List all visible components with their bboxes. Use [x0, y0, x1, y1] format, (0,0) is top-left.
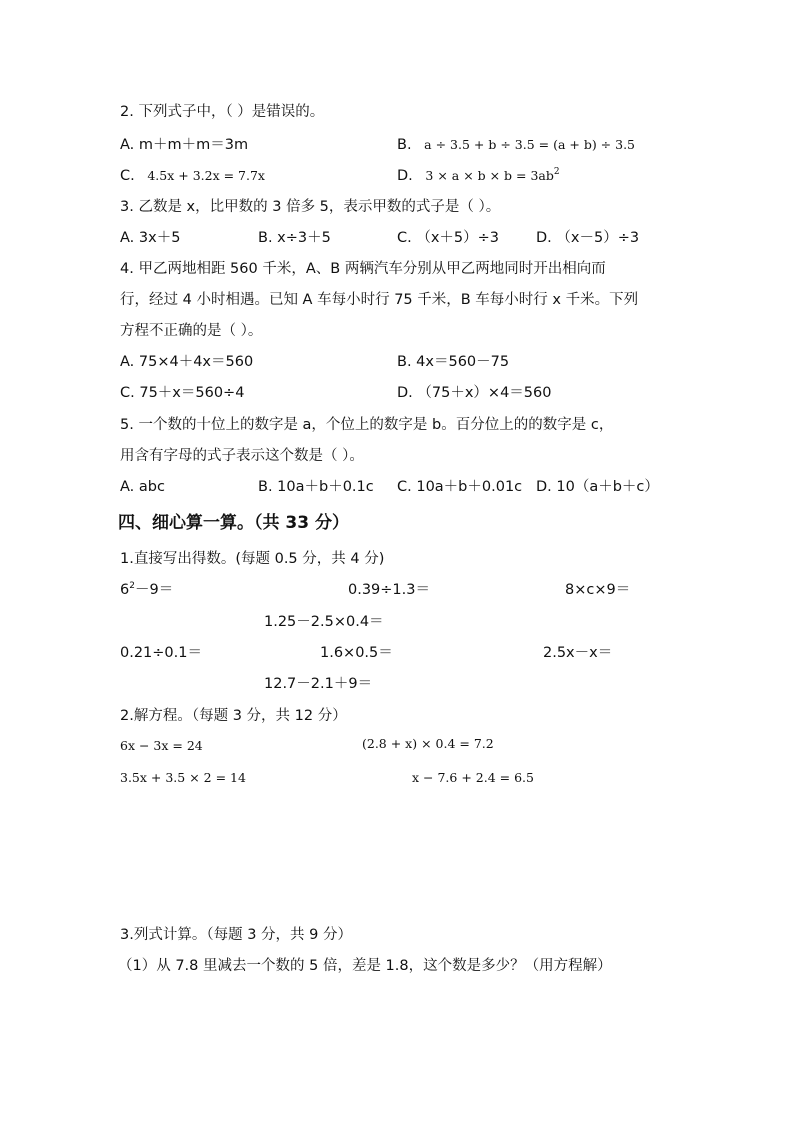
q5-option-a: A. abc: [120, 479, 165, 495]
mental-math-item-1-base: 6: [120, 582, 130, 598]
mental-math-item-3: 8×c×9＝: [565, 582, 631, 598]
mental-math-item-5: 0.21÷0.1＝: [120, 645, 202, 661]
q2-option-a: A. m＋m＋m＝3m: [120, 137, 249, 153]
q4-stem-line-2: 行，经过 4 小时相遇。已知 A 车每小时行 75 千米，B 车每小时行 x 千米。下列: [120, 292, 639, 308]
q5-stem-line-2: 用含有字母的式子表示这个数是（ ）。: [120, 448, 364, 464]
part-1-title: 1.直接写出得数。(每题 0.5 分，共 4 分): [120, 551, 385, 567]
q5-stem-line-1: 5. 一个数的十位上的数字是 a，个位上的数字是 b。百分位上的的数字是 c，: [120, 417, 614, 433]
q2-option-b-expr: a ÷ 3.5 + b ÷ 3.5 = (a + b) ÷ 3.5: [424, 137, 635, 152]
mental-math-item-7: 2.5x－x＝: [543, 645, 613, 661]
section-4-heading: 四、细心算一算。（共 33 分）: [118, 513, 349, 533]
mental-math-item-4: 1.25－2.5×0.4＝: [264, 614, 384, 630]
q5-option-d: D. 10（a＋b＋c）: [536, 479, 659, 495]
q2-option-d-exponent: 2: [553, 167, 560, 177]
q2-option-c-expr: 4.5x + 3.2x = 7.7x: [147, 168, 265, 183]
word-problem-1: （1）从 7.8 里减去一个数的 5 倍，差是 1.8，这个数是多少？（用方程解）: [118, 958, 612, 974]
q2-option-b: [397, 135, 635, 155]
q2-option-b-label: B.: [397, 137, 412, 153]
equation-3: 3.5x + 3.5 × 2 = 14: [120, 770, 246, 785]
mental-math-item-2: 0.39÷1.3＝: [348, 582, 430, 598]
q4-stem-line-3: 方程不正确的是（ ）。: [120, 323, 263, 339]
equation-4: x − 7.6 + 2.4 = 6.5: [412, 770, 534, 785]
mental-math-item-1-rest: －9＝: [134, 582, 174, 598]
q3-stem: 3. 乙数是 x，比甲数的 3 倍多 5，表示甲数的式子是（ ）。: [120, 199, 501, 215]
q4-stem-line-1: 4. 甲乙两地相距 560 千米，A、B 两辆汽车分别从甲乙两地同时开出相向而: [120, 261, 606, 277]
part-3-title: 3.列式计算。（每题 3 分，共 9 分）: [120, 927, 352, 943]
q2-stem: 2. 下列式子中，（ ）是错误的。: [120, 104, 325, 120]
q2-option-d-expr-main: 3 × a × b × b = 3ab: [425, 168, 554, 183]
mental-math-item-8: 12.7－2.1＋9＝: [264, 676, 373, 692]
q3-option-c: C. （x＋5）÷3: [397, 230, 500, 246]
q5-option-b: B. 10a＋b＋0.1c: [258, 479, 374, 495]
mental-math-item-1: [120, 580, 173, 600]
mental-math-item-6: 1.6×0.5＝: [320, 645, 393, 661]
q5-option-c: C. 10a＋b＋0.01c: [397, 479, 523, 495]
q2-option-d: [397, 166, 560, 186]
q4-option-b: B. 4x＝560－75: [397, 354, 510, 370]
q3-option-b: B. x÷3＋5: [258, 230, 331, 246]
part-2-title: 2.解方程。（每题 3 分，共 12 分）: [120, 708, 347, 724]
q2-option-d-expr: [425, 168, 559, 183]
q4-option-d: D. （75＋x）×4＝560: [397, 385, 552, 401]
mental-math-item-1-exponent: 2: [129, 581, 135, 591]
q2-option-d-label: D.: [397, 168, 413, 184]
q2-option-c: [120, 166, 265, 186]
q4-option-a: A. 75×4＋4x＝560: [120, 354, 254, 370]
q3-option-d: D. （x－5）÷3: [536, 230, 640, 246]
equation-1: 6x − 3x = 24: [120, 738, 203, 753]
equation-2: (2.8 + x) × 0.4 = 7.2: [362, 736, 494, 751]
q2-option-c-label: C.: [120, 168, 135, 184]
q4-option-c: C. 75＋x＝560÷4: [120, 385, 245, 401]
q3-option-a: A. 3x＋5: [120, 230, 181, 246]
